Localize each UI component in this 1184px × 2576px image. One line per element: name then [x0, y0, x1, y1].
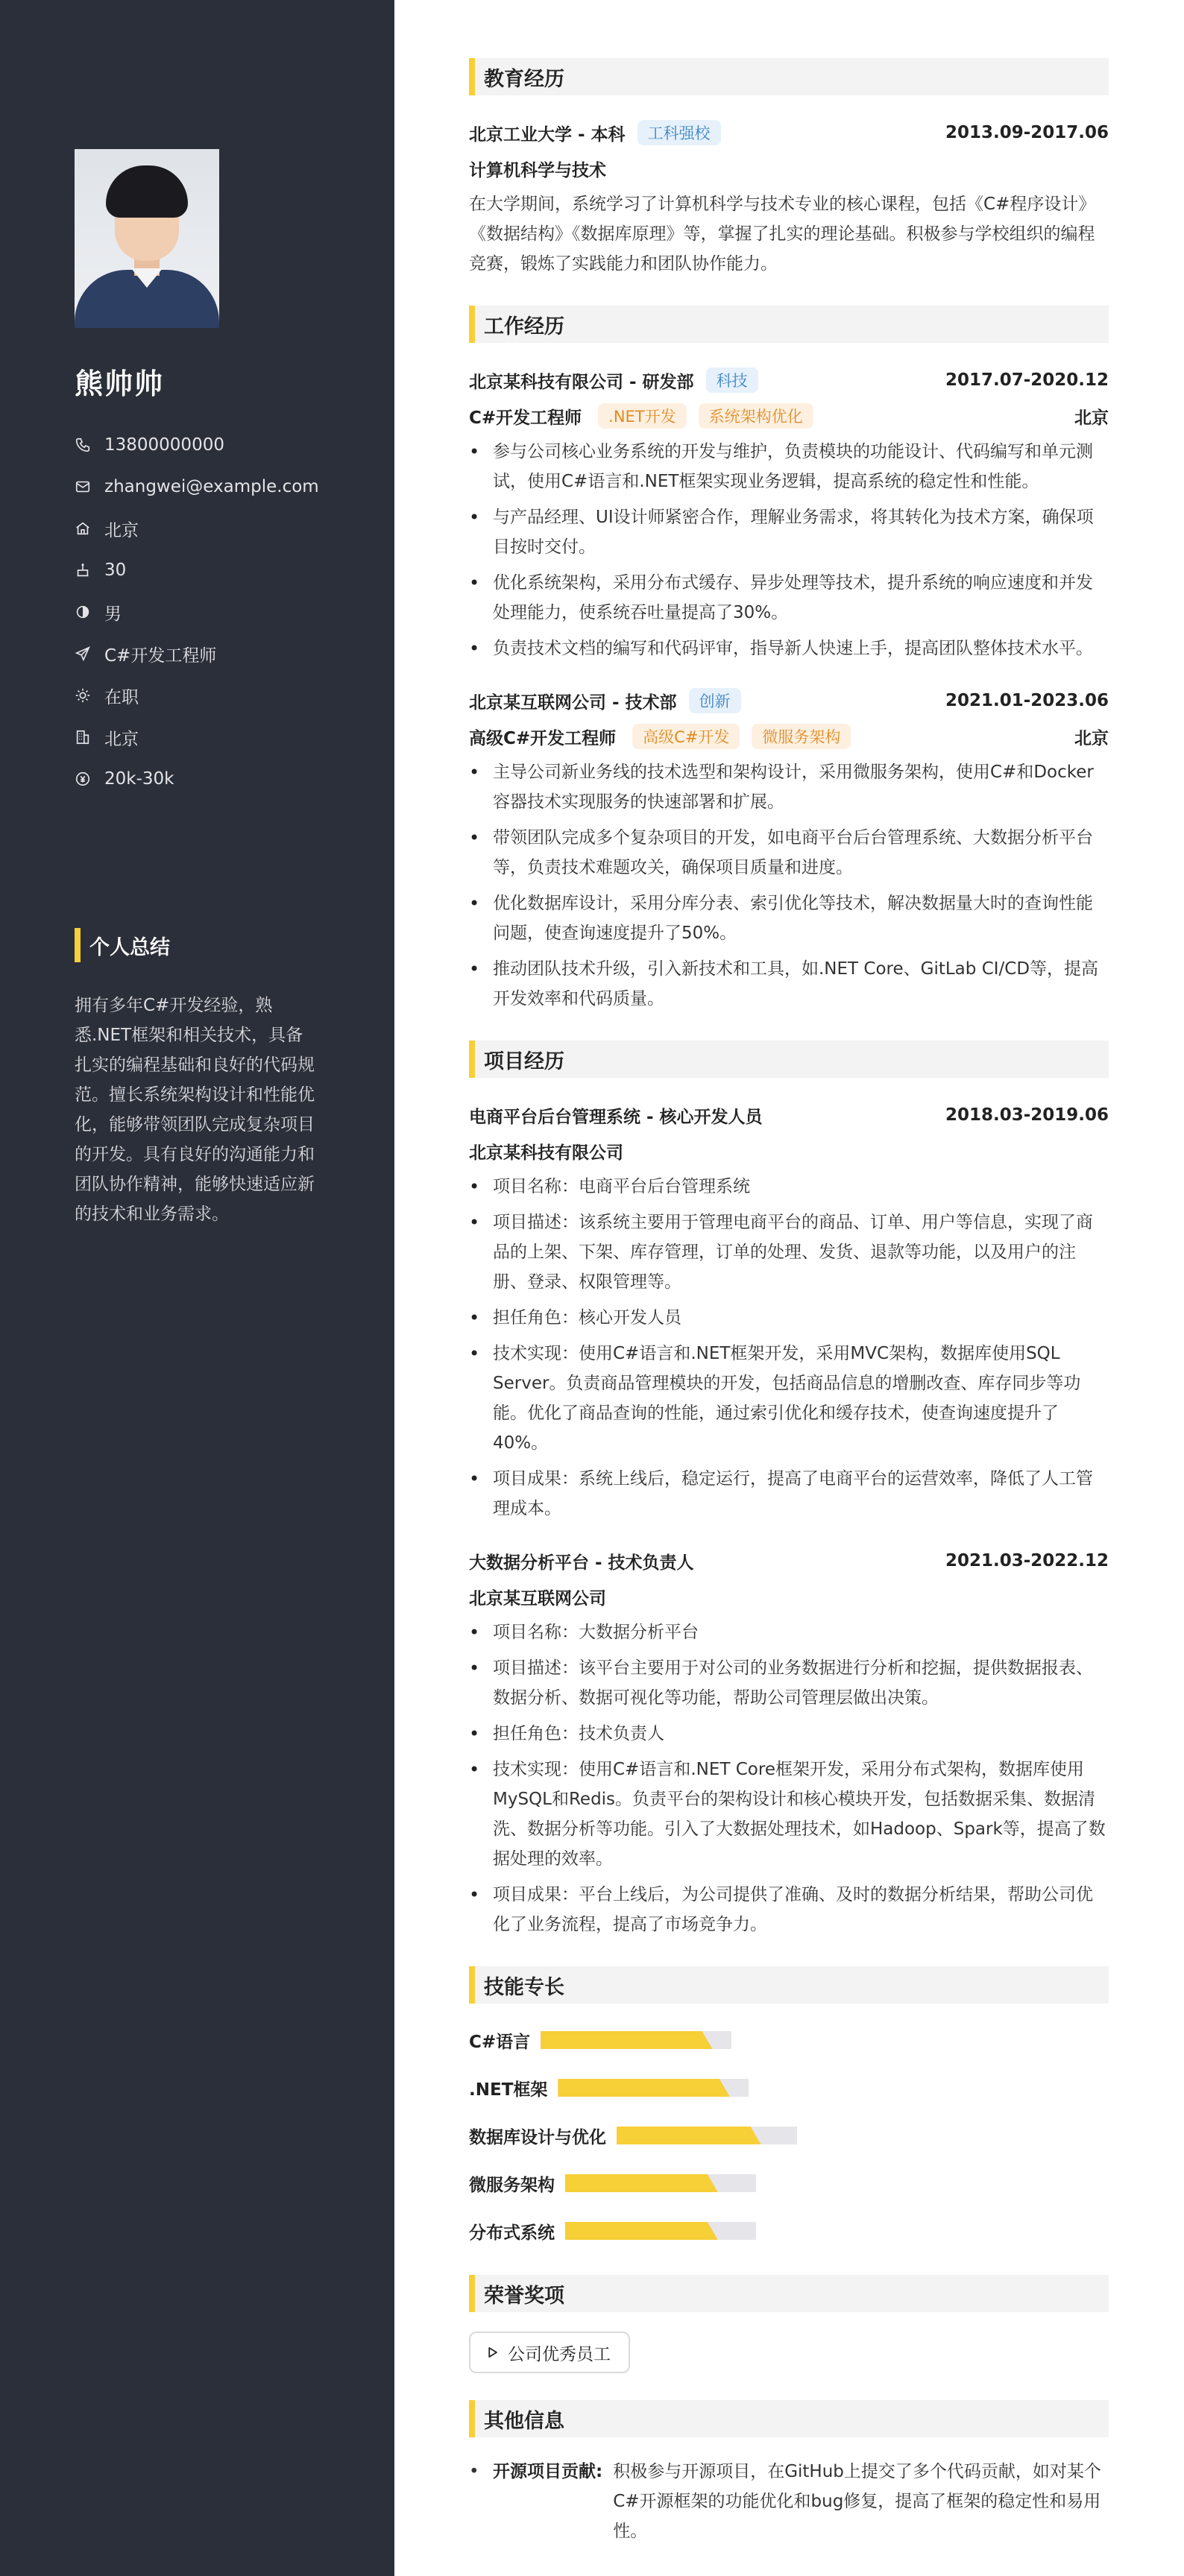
skill-item [469, 2071, 797, 2105]
skill-item [469, 2118, 797, 2153]
job-skill-tag: 微服务架构 [752, 724, 851, 749]
skill-label: 数据库设计与优化 [469, 2127, 606, 2147]
list-item: • 项目描述：该平台主要用于对公司的业务数据进行分析和挖掘，提供数据报表、数据分析、数据可视化等功能，帮助公司管理层做出决策。 [469, 1653, 1109, 1713]
summary-heading: 个人总结 [75, 928, 394, 962]
skill-bar [617, 2127, 797, 2144]
skill-bar-fill [541, 2031, 712, 2049]
job-role: 高级C#开发工程师 [469, 728, 617, 748]
project-name: 大数据分析平台 - 技术负责人 [469, 1553, 694, 1573]
list-item: • 项目成果：平台上线后，为公司提供了准确、及时的数据分析结果，帮助公司优化了业务流程，提高了市场竞争力。 [469, 1880, 1109, 1939]
info-phone [75, 424, 394, 466]
info-email [75, 466, 394, 508]
list-item: • 项目成果：系统上线后，稳定运行，提高了电商平台的运营效率，降低了人工管理成本。 [469, 1464, 1109, 1524]
play-icon [485, 2346, 499, 2359]
list-item: • 项目名称：电商平台后台管理系统 [469, 1172, 1109, 1202]
profile-info-list [75, 424, 394, 800]
education-tag: 工科强校 [637, 120, 721, 145]
summary-text: 拥有多年C#开发经验，熟悉.NET框架和相关技术，具备扎实的编程基础和良好的代码规范。擅长系统架构设计和性能优化，能够带领团队完成复杂项目的开发。具有良好的沟通能力和团队协作精神，能够快速适应新的技术和业务需求。 [75, 996, 315, 1224]
skill-bar [565, 2174, 756, 2192]
building-icon [75, 729, 91, 745]
profile-name: 熊帅帅 [75, 367, 165, 400]
job-city: 北京 [1074, 408, 1109, 428]
mail-icon [75, 479, 91, 495]
skill-item [469, 2214, 797, 2248]
list-item: • 推动团队技术升级，引入新技术和工具，如.NET Core、GitLab CI/CD等，提高开发效率和代码质量。 [469, 954, 1109, 1014]
info-salary [75, 758, 394, 800]
other-item [469, 2457, 1109, 2546]
job-date: 2017.07-2020.12 [945, 370, 1109, 390]
main-content [394, 0, 1184, 2576]
project-date: 2021.03-2022.12 [945, 1551, 1109, 1570]
gender-icon [75, 604, 91, 620]
other-heading: 其他信息 [469, 2400, 1109, 2437]
education-heading: 教育经历 [469, 58, 1109, 95]
info-position [75, 633, 394, 675]
info-status-text: 在职 [104, 687, 139, 707]
project-bullets [469, 1172, 1109, 1524]
skill-label: C#语言 [469, 2032, 531, 2052]
award-badge [469, 2332, 630, 2373]
list-item: • 优化系统架构，采用分布式缓存、异步处理等技术，提升系统的响应速度和并发处理能力，使系统吞吐量提高了30%。 [469, 568, 1109, 628]
education-date: 2013.09-2017.06 [945, 123, 1109, 142]
info-salary-text: 20k-30k [104, 769, 174, 789]
awards-section [469, 2275, 1109, 2373]
job-skill-tag: .NET开发 [598, 403, 686, 429]
job-bullets [469, 757, 1109, 1014]
education-section [469, 58, 1109, 279]
skill-bar [565, 2222, 756, 2240]
skill-label: 微服务架构 [469, 2175, 555, 2195]
list-item: • 担任角色：核心开发人员 [469, 1303, 1109, 1333]
skill-bar [541, 2031, 731, 2049]
info-gender-text: 男 [104, 604, 122, 624]
job-city: 北京 [1074, 728, 1109, 748]
work-section [469, 306, 1109, 1014]
phone-icon [75, 437, 91, 453]
avatar [75, 149, 219, 328]
project-name: 电商平台后台管理系统 - 核心开发人员 [469, 1107, 763, 1127]
project-entry [469, 1097, 1109, 1524]
job-tag: 创新 [689, 688, 741, 713]
send-icon [75, 645, 91, 662]
education-desc: 在大学期间，系统学习了计算机科学与技术专业的核心课程，包括《C#程序设计》《数据结构》《数据库原理》等，掌握了扎实的理论基础。积极参与学校组织的编程竞赛，锻炼了实践能力和团队协作能力。 [469, 195, 1096, 274]
list-item: • 优化数据库设计，采用分库分表、索引优化等技术，解决数据量大时的查询性能问题，使查询速度提升了50%。 [469, 888, 1109, 948]
status-icon [75, 687, 91, 704]
info-location-text: 北京 [104, 520, 139, 540]
skill-label: .NET框架 [469, 2080, 548, 2100]
list-item: • 技术实现：使用C#语言和.NET框架开发，采用MVC架构，数据库使用SQL Server。负责商品管理模块的开发，包括商品信息的增删改查、库存同步等功能。优化了商品查询的性能，通过索引优化和缓存技术，使查询速度提升了40%。 [469, 1339, 1109, 1458]
bullet-dot: • [469, 2462, 479, 2481]
salary-icon [75, 771, 91, 787]
home-icon [75, 520, 91, 537]
info-city [75, 716, 394, 758]
info-age [75, 549, 394, 591]
job-skill-tag: 高级C#开发 [632, 724, 740, 749]
job-bullets [469, 437, 1109, 663]
list-item: • 负责技术文档的编写和代码评审，指导新人快速上手，提高团队整体技术水平。 [469, 634, 1109, 663]
sidebar [0, 0, 394, 2576]
skills-heading: 技能专长 [469, 1966, 1109, 2004]
list-item: • 项目名称：大数据分析平台 [469, 1617, 1109, 1647]
project-company: 北京某互联网公司 [469, 1588, 606, 1609]
info-email-text: zhangwei@example.com [104, 477, 319, 496]
job-company: 北京某科技有限公司 - 研发部 [469, 372, 694, 392]
skill-bar [558, 2079, 749, 2097]
project-bullets [469, 1617, 1109, 1939]
other-value: 积极参与开源项目，在GitHub上提交了多个代码贡献，如对某个C#开源框架的功能优化和bug修复，提高了框架的稳定性和易用性。 [613, 2462, 1101, 2541]
other-section [469, 2400, 1109, 2546]
info-position-text: C#开发工程师 [104, 645, 217, 666]
job-date: 2021.01-2023.06 [945, 691, 1109, 710]
projects-section [469, 1041, 1109, 1939]
list-item: • 与产品经理、UI设计师紧密合作，理解业务需求，将其转化为技术方案，确保项目按时交付。 [469, 502, 1109, 562]
awards-heading: 荣誉奖项 [469, 2275, 1109, 2312]
project-date: 2018.03-2019.06 [945, 1105, 1109, 1125]
cake-icon [75, 562, 91, 578]
skill-item [469, 2166, 797, 2200]
list-item: • 参与公司核心业务系统的开发与维护，负责模块的功能设计、代码编写和单元测试，使用C#语言和.NET框架实现业务逻辑，提高系统的稳定性和性能。 [469, 437, 1109, 496]
projects-heading: 项目经历 [469, 1041, 1109, 1078]
skills-list [469, 2023, 1109, 2248]
job-tag: 科技 [706, 367, 758, 393]
skill-label: 分布式系统 [469, 2223, 555, 2243]
info-gender [75, 591, 394, 633]
skill-bar-fill [565, 2174, 718, 2192]
job-entry [469, 362, 1109, 663]
job-skill-tag: 系统架构优化 [699, 403, 813, 429]
list-item: • 技术实现：使用C#语言和.NET Core框架开发，采用分布式架构，数据库使用MySQL和Redis。负责平台的架构设计和核心模块开发，包括数据采集、数据清洗、数据分析等功能。引入了大数据处理技术，如Hadoop、Spark等，提高了数据处理的效率。 [469, 1755, 1109, 1874]
list-item: • 项目描述：该系统主要用于管理电商平台的商品、订单、用户等信息，实现了商品的上架、下架、库存管理，订单的处理、发货、退款等功能，以及用户的注册、登录、权限管理等。 [469, 1208, 1109, 1297]
info-location [75, 508, 394, 549]
info-age-text: 30 [104, 561, 127, 580]
job-entry [469, 683, 1109, 1014]
info-city-text: 北京 [104, 729, 139, 749]
list-item: • 主导公司新业务线的技术选型和架构设计，采用微服务架构，使用C#和Docker容器技术实现服务的快速部署和扩展。 [469, 757, 1109, 817]
education-major: 计算机科学与技术 [469, 160, 606, 180]
info-status [75, 675, 394, 716]
education-school: 北京工业大学 - 本科 [469, 124, 626, 145]
other-key: 开源项目贡献: [493, 2462, 603, 2481]
work-heading: 工作经历 [469, 306, 1109, 343]
job-company: 北京某互联网公司 - 技术部 [469, 692, 677, 713]
list-item: • 担任角色：技术负责人 [469, 1719, 1109, 1749]
info-phone-text: 13800000000 [104, 435, 224, 455]
skill-item [469, 2023, 797, 2057]
project-company: 北京某科技有限公司 [469, 1143, 623, 1163]
skill-bar-fill [565, 2222, 718, 2240]
project-entry [469, 1543, 1109, 1939]
award-label: 公司优秀员工 [508, 2344, 611, 2364]
job-role: C#开发工程师 [469, 408, 582, 428]
skill-bar-fill [558, 2079, 729, 2097]
skill-bar-fill [617, 2127, 761, 2144]
list-item: • 带领团队完成多个复杂项目的开发，如电商平台后台管理系统、大数据分析平台等，负责技术难题攻关，确保项目质量和进度。 [469, 823, 1109, 883]
skills-section [469, 1966, 1109, 2248]
